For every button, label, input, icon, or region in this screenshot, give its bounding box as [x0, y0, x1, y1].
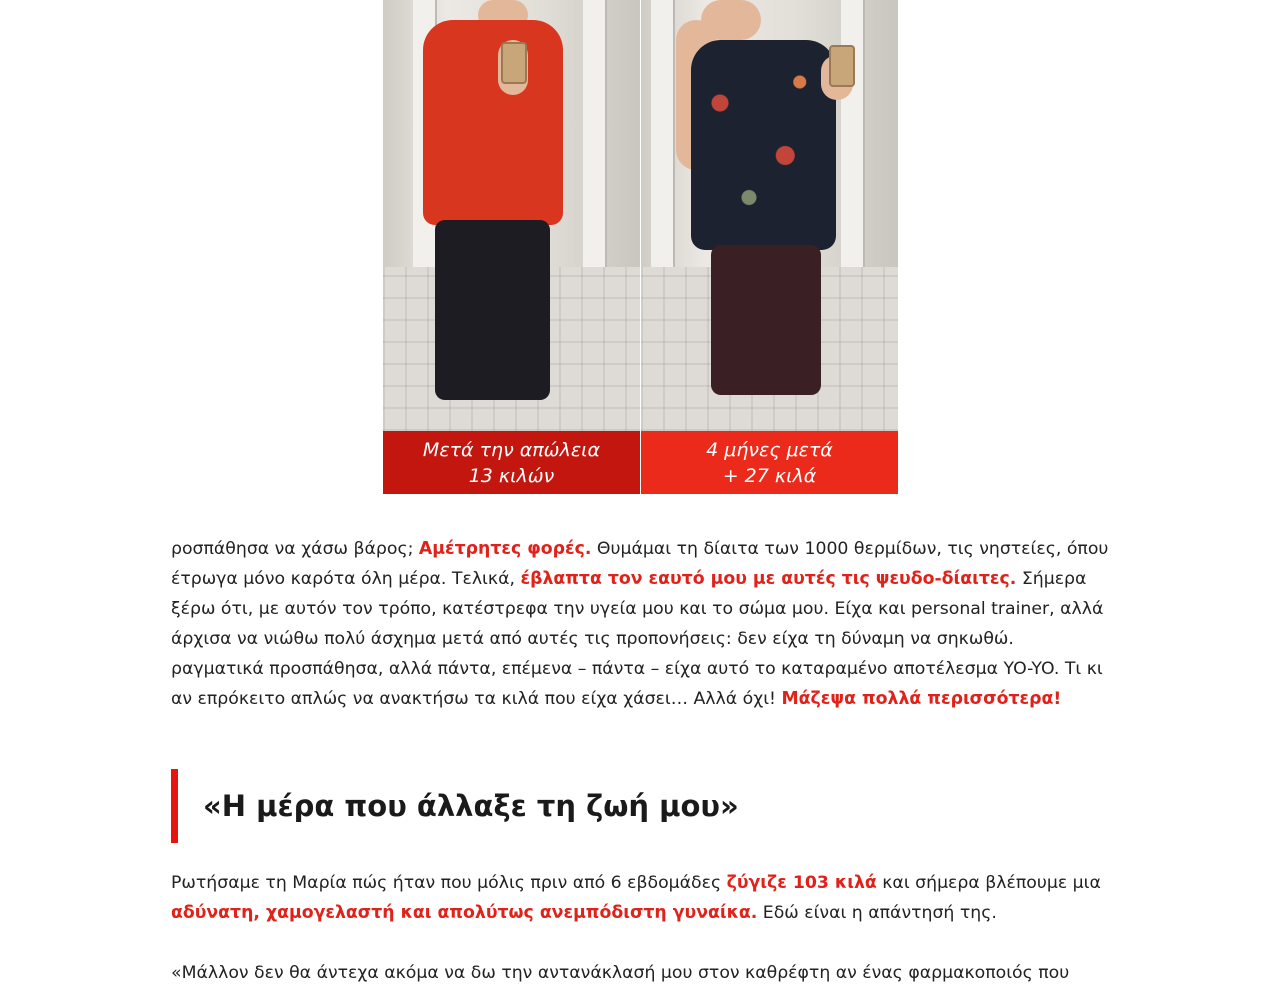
para2-highlight-1: ζύγιζε 103 κιλά [726, 873, 877, 893]
para1-highlight-1: Αμέτρητες φορές. [418, 539, 592, 559]
section-heading [171, 769, 1118, 843]
para2-highlight-2: αδύνατη, χαμογελαστή και απολύτως ανεμπόδιστη γυναίκα. [171, 903, 758, 923]
section-heading-text: «Η μέρα που άλλαξε τη ζωή μου» [203, 789, 739, 823]
para2-text-1: Ρωτήσαμε τη Μαρία πώς ήταν που μόλις πριν από 6 εβδομάδες [171, 873, 727, 893]
para1-text-3: Σήμερα ξέρω ότι, με αυτόν τον τρόπο, κατέστρεφα την υγεία μου και το σώμα μου. Είχα και personal trainer, αλλά άρχισα να νιώθω πολύ άσχημα μετά από αυτές τις προπονήσεις: δεν είχα τη δύναμη να σηκωθώ. ραγματικά προσπάθησα, αλλά πάντα, επέμενα – πάντα – είχα αυτό το καταραμένο αποτέλεσμα YO-YO. Τι κι αν επρόκειτο απλώς να ανακτήσω τα κιλά που είχα χάσει… Αλλά όχι! [171, 569, 1104, 709]
article-paragraph-2 [171, 868, 1111, 928]
caption-four-months-later [641, 431, 898, 494]
caption-left-line2: 13 κιλών [468, 464, 555, 487]
photo-after-loss [383, 0, 640, 431]
photo-four-months-later [641, 0, 898, 431]
para2-text-2: και σήμερα βλέπουμε μια [876, 873, 1101, 893]
caption-right-line2: + 27 κιλά [722, 464, 817, 487]
before-after-image [383, 0, 898, 494]
para3-text-1: «Μάλλον δεν θα άντεχα ακόμα να δω την αντανάκλασή μου στον καθρέφτη αν ένας φαρμακοποιός που [171, 963, 1070, 983]
para2-text-3: Εδώ είναι η απάντησή της. [757, 903, 997, 923]
para1-text-1: ροσπάθησα να χάσω βάρος; [171, 539, 419, 559]
para1-highlight-3: Μάζεψα πολλά περισσότερα! [781, 689, 1062, 709]
article-paragraph-3 [171, 958, 1111, 988]
caption-after-loss [383, 431, 640, 494]
para1-text-2: Θυμάμαι τη δίαιτα των 1000 θερμίδων, τις νηστείες, όπου έτρωγα μόνο καρότα όλη μέρα. Τελικά, [171, 539, 1109, 589]
caption-left-line1: Μετά την απώλεια [422, 438, 601, 461]
article-paragraph-1 [171, 534, 1111, 714]
caption-right-line1: 4 μήνες μετά [706, 438, 833, 461]
para1-highlight-2: έβλαπτα τον εαυτό μου με αυτές τις ψευδο-δίαιτες. [520, 569, 1017, 589]
